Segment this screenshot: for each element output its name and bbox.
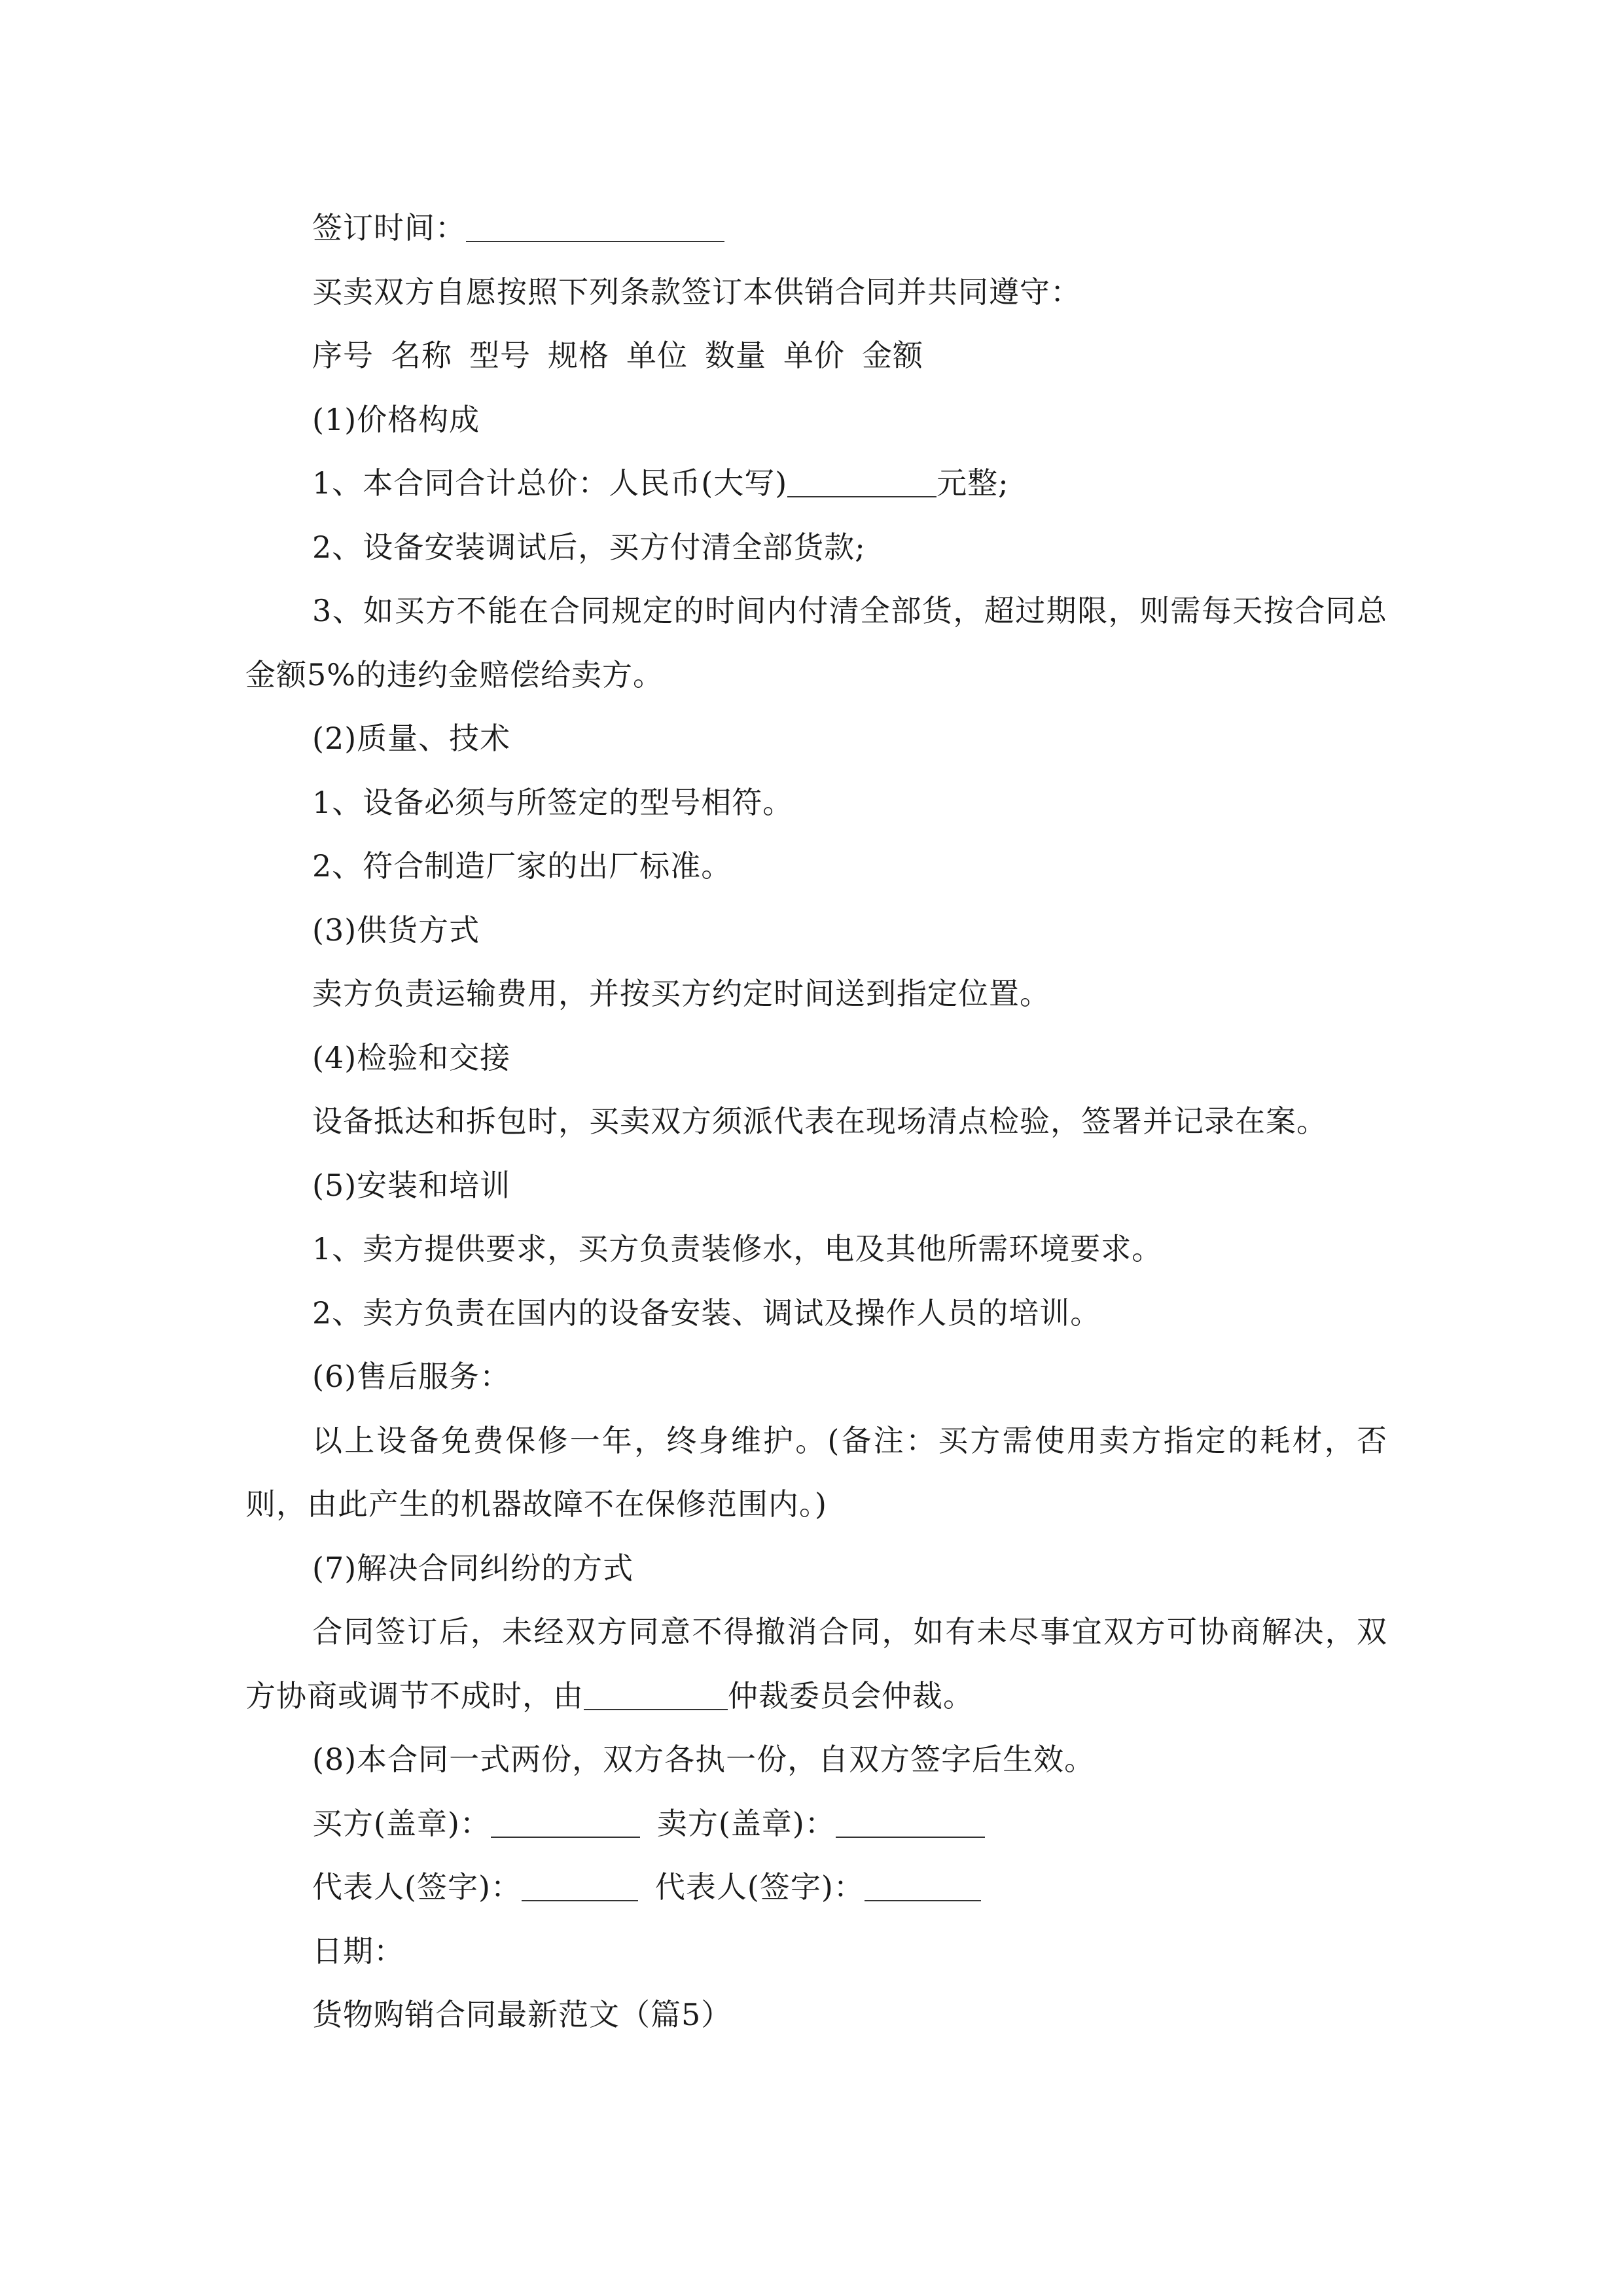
total-price-label: 1、本合同合计总价：人民币(大写): [312, 465, 788, 501]
section-7-title: (7)解决合同纠纷的方式: [312, 1550, 634, 1586]
buyer-seal-label: 买方(盖章)：: [312, 1805, 491, 1841]
representative-line: [245, 1856, 1387, 1920]
section-6-title: (6)售后服务：: [312, 1359, 511, 1394]
buyer-rep-blank: [522, 1871, 638, 1901]
section-3-title: (3)供货方式: [312, 912, 480, 948]
buyer-seal-blank: [491, 1808, 640, 1838]
section-1-item-3: 3、如买方不能在合同规定的时间内付清全部货，超过期限，则需每天按合同总金额5%的违约金赔偿给卖方。: [245, 593, 1387, 692]
section-5-title: (5)安装和培训: [312, 1167, 511, 1203]
section-1-item-1: [245, 452, 1387, 516]
seller-rep-blank: [865, 1871, 981, 1901]
section-2-title: (2)质量、技术: [312, 721, 511, 756]
section-4-text: 设备抵达和拆包时，买卖双方须派代表在现场清点检验，签署并记录在案。: [312, 1103, 1327, 1139]
header-name: 名称: [391, 338, 452, 373]
sign-time-label: 签订时间：: [312, 210, 466, 245]
contract-body: [245, 196, 1387, 2047]
total-price-suffix: 元整;: [936, 465, 1009, 501]
header-unit-price: 单价: [783, 338, 845, 373]
seller-seal-blank: [836, 1808, 985, 1838]
section-2-item-1: 1、设备必须与所签定的型号相符。: [312, 784, 794, 820]
total-price-blank: [787, 467, 936, 497]
section-5-item-1: 1、卖方提供要求，买方负责装修水，电及其他所需环境要求。: [312, 1231, 1163, 1266]
section-6-text: 以上设备免费保修一年，终身维护。(备注：买方需使用卖方指定的耗材，否则，由此产生的机器故障不在保修范围内。): [245, 1422, 1387, 1522]
section-5-item-2: 2、卖方负责在国内的设备安装、调试及操作人员的培训。: [312, 1295, 1101, 1331]
section-8-text: (8)本合同一式两份，双方各执一份，自双方签字后生效。: [312, 1742, 1096, 1777]
arbitration-blank: [584, 1680, 728, 1710]
header-spec: 规格: [548, 338, 609, 373]
seller-rep-label: 代表人(签字)：: [654, 1869, 865, 1905]
next-contract-title: 货物购销合同最新范文（篇5）: [312, 1997, 732, 2032]
sign-time-line: [245, 196, 1387, 260]
date-line: 日期：: [312, 1933, 404, 1969]
section-1-item-2: 2、设备安装调试后，买方付清全部货款;: [312, 529, 866, 565]
section-2-item-2: 2、符合制造厂家的出厂标准。: [312, 848, 732, 884]
intro-line: 买卖双方自愿按照下列条款签订本供销合同并共同遵守：: [312, 274, 1081, 310]
section-7-text: [245, 1600, 1387, 1728]
dispute-text: 合同签订后，未经双方同意不得撤消合同，如有未尽事宜双方可协商解决，双方协商或调节不成时，由: [245, 1614, 1387, 1713]
section-1-title: (1)价格构成: [312, 401, 480, 437]
header-index: 序号: [312, 338, 374, 373]
table-header-line: [245, 324, 1387, 388]
header-amount: 金额: [862, 338, 923, 373]
header-model: 型号: [469, 338, 531, 373]
seal-line: [245, 1792, 1387, 1856]
header-quantity: 数量: [705, 338, 766, 373]
buyer-rep-label: 代表人(签字)：: [312, 1869, 522, 1905]
seller-seal-label: 卖方(盖章)：: [656, 1805, 836, 1841]
dispute-text-suffix: 仲裁委员会仲裁。: [728, 1677, 974, 1713]
section-4-title: (4)检验和交接: [312, 1039, 511, 1075]
section-3-text: 卖方负责运输费用，并按买方约定时间送到指定位置。: [312, 976, 1050, 1011]
header-unit: 单位: [626, 338, 688, 373]
sign-time-blank: [466, 212, 724, 242]
